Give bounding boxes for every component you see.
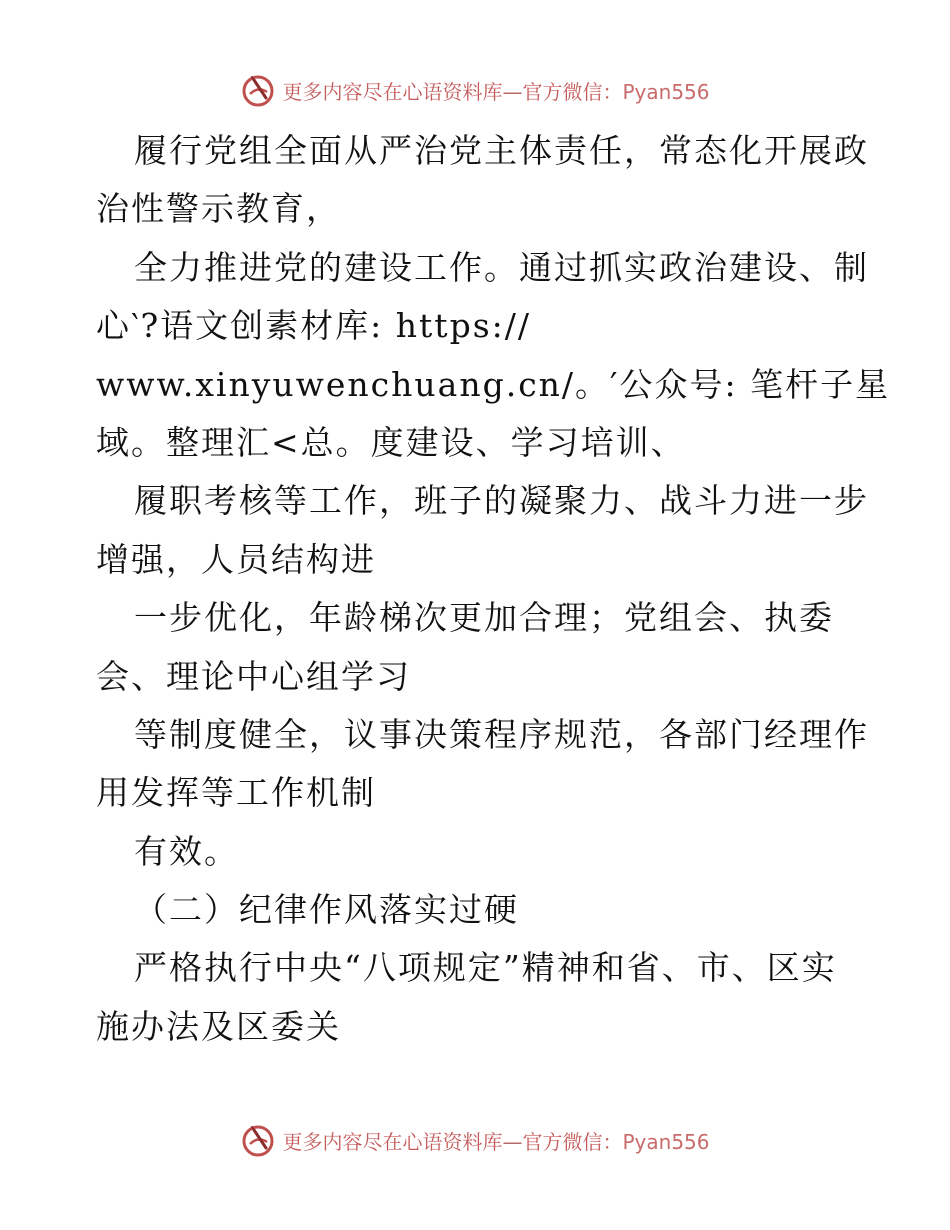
body-line: 用发挥等工作机制 — [96, 773, 376, 813]
body-line: 全力推进党的建设工作。通过抓实政治建设、制 — [134, 247, 869, 287]
body-line: 履职考核等工作，班子的凝聚力、战斗力进一步 — [134, 481, 869, 521]
footer-watermark-banner — [0, 1120, 950, 1160]
footer-site-text: 更多内容尽在心语资料库 — [282, 1129, 503, 1154]
body-line: 履行党组全面从严治党主体责任，常态化开展政 — [134, 131, 869, 170]
header-wechat-id: Pyan556 — [622, 79, 710, 104]
footer-separator: — — [502, 1129, 523, 1154]
document-body — [96, 122, 891, 1056]
footer-banner-text — [282, 1126, 709, 1155]
body-line: 一步优化，年龄梯次更加合理；党组会、执委 — [134, 598, 834, 638]
body-line: 增强，人员结构进 — [96, 539, 376, 579]
header-watermark-banner — [0, 70, 950, 110]
body-line: www.xinyuwenchuang.cn/。′公众号: 笔杆子星 — [96, 364, 891, 404]
footer-wechat-id: Pyan556 — [622, 1129, 710, 1154]
body-line: 等制度健全，议事决策程序规范，各部门经理作 — [134, 714, 869, 754]
body-line: 域。整理汇<总。度建设、学习培训、 — [96, 422, 686, 462]
section-heading: （二）纪律作风落实过硬 — [134, 890, 519, 930]
body-line: 心‵?语文创素材库: https:// — [96, 306, 531, 346]
body-line: 治性警示教育， — [96, 189, 341, 229]
header-site-text: 更多内容尽在心语资料库 — [282, 79, 503, 104]
book-pen-logo-icon — [240, 1122, 276, 1158]
body-line: 会、理论中心组学习 — [96, 656, 411, 696]
book-pen-logo-icon — [240, 72, 276, 108]
header-banner-text — [282, 76, 709, 105]
body-line: 有效。 — [134, 831, 239, 871]
body-line: 严格执行中央“八项规定”精神和省、市、区实 — [134, 948, 837, 988]
header-separator: — — [502, 79, 523, 104]
footer-wechat-label: 官方微信： — [522, 1129, 623, 1154]
header-wechat-label: 官方微信： — [522, 79, 623, 104]
body-line: 施办法及区委关 — [96, 1006, 341, 1046]
